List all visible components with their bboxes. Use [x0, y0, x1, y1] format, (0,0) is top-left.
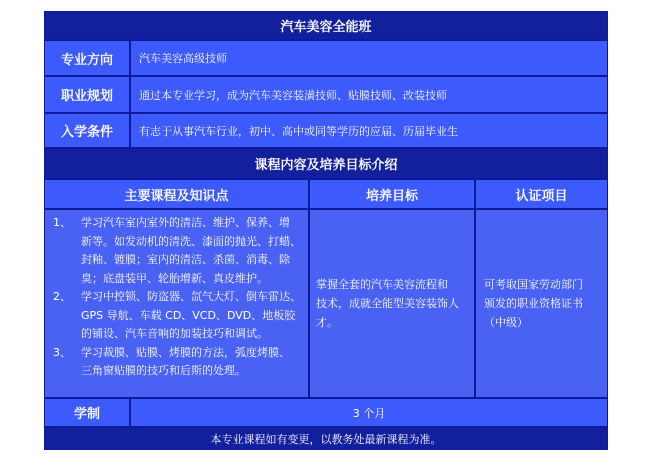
column-header-goals: 培养目标 [310, 180, 474, 208]
row-value-admission: 有志于从事汽车行业，初中、高中或同等学历的应届、历届毕业生 [131, 114, 607, 147]
course-list [53, 214, 301, 381]
column-header-certification: 认证项目 [476, 180, 607, 208]
list-text: 学习中控锁、防盗器、氙气大灯、倒车雷达、 GPS 导航、车载 CD、VCD、DVD、地板胶 的铺设、汽车音响的加装技巧和调试。 [81, 290, 301, 340]
row-label-career: 职业规划 [45, 77, 129, 112]
course-list-cell [45, 210, 308, 397]
table-title: 汽车美容全能班 [45, 12, 607, 39]
list-item [53, 288, 301, 344]
list-number: 1、 [53, 216, 71, 229]
duration-label: 学制 [45, 399, 129, 426]
section-title: 课程内容及培养目标介绍 [45, 149, 607, 178]
list-number: 2、 [53, 290, 71, 303]
row-value-career: 通过本专业学习，成为汽车美容装潢技师、贴膜技师、改装技师 [131, 77, 607, 112]
column-header-courses: 主要课程及知识点 [45, 180, 308, 208]
list-text: 学习汽车室内室外的清洁、维护、保养、增 新等。如发动机的清洗、漆面的抛光、打蜡、 封釉、镀膜；室内的清洁、杀菌、消毒、除 臭；底盘装甲、轮胎增新、真皮维护。 [81, 216, 301, 285]
footer-note: 本专业课程如有变更，以教务处最新课程为准。 [45, 428, 607, 449]
list-item [53, 214, 301, 288]
list-item [53, 344, 301, 381]
list-number: 3、 [53, 345, 71, 359]
certification-text: 可考取国家劳动部门 颁发的职业资格证书 （中级） [484, 278, 583, 329]
row-label-admission: 入学条件 [45, 114, 129, 147]
row-label-major: 专业方向 [45, 41, 129, 75]
goal-cell [310, 210, 474, 397]
row-value-major: 汽车美容高级技师 [131, 41, 607, 75]
duration-value: 3 个月 [131, 399, 607, 426]
list-text: 学习裁膜、贴膜、烤膜的方法，弧度烤膜、 三角窗贴膜的技巧和后斯的处理。 [81, 345, 290, 377]
goal-text: 掌握全套的汽车美容流程和 技术，成就全能型美容装饰人 才。 [316, 278, 459, 329]
course-table [44, 11, 608, 450]
certification-cell [476, 210, 607, 397]
